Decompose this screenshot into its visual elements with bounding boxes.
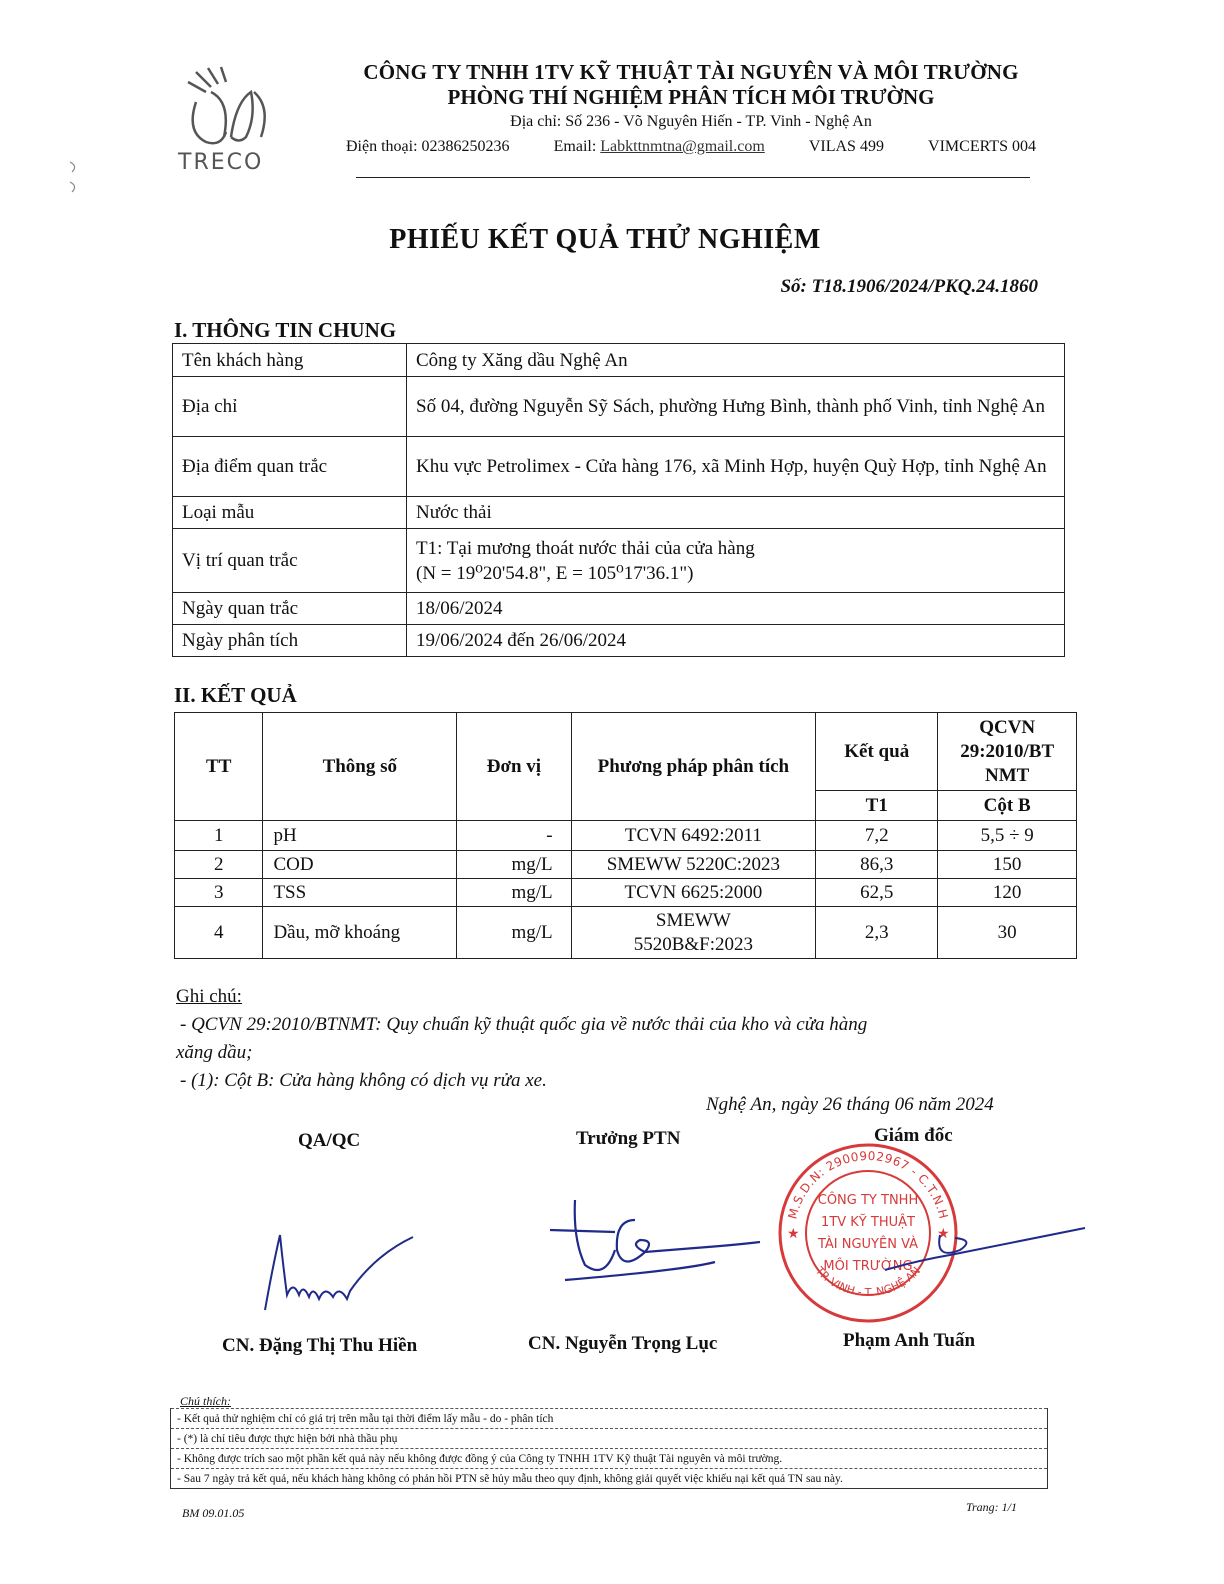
stamp-line-3: TÀI NGUYÊN VÀ (817, 1237, 919, 1252)
vilas-code: VILAS 499 (808, 138, 884, 155)
row-unit: mg/L (457, 907, 571, 959)
row-unit: mg/L (457, 879, 571, 907)
margin-mark (66, 160, 82, 201)
note-qcvn: - QCVN 29:2010/BTNMT: Quy chuẩn kỹ thuật quốc gia về nước thải của kho và cửa hàng (180, 1014, 868, 1035)
info-key: Vị trí quan trắc (173, 529, 407, 593)
info-value: 19/06/2024 đến 26/06/2024 (407, 625, 1065, 657)
header-divider (356, 177, 1030, 178)
row-parameter: pH (263, 821, 457, 851)
table-row (173, 625, 1065, 657)
section-general-info-title: I. THÔNG TIN CHUNG (174, 318, 397, 342)
stamp-line-2: 1TV KỸ THUẬT (821, 1215, 915, 1230)
info-key: Tên khách hàng (173, 344, 407, 377)
stamp-line-1: CÔNG TY TNHH (817, 1193, 919, 1208)
info-key: Ngày quan trắc (173, 593, 407, 625)
row-parameter: COD (263, 851, 457, 879)
header-tt: TT (175, 713, 263, 821)
row-tt: 2 (175, 851, 263, 879)
header-unit: Đơn vị (457, 713, 571, 821)
footer-notes-title: Chú thích: (180, 1394, 231, 1408)
table-row (173, 344, 1065, 377)
document-title: PHIẾU KẾT QUẢ THỬ NGHIỆM (389, 224, 821, 255)
list-item (171, 1429, 1048, 1449)
stamp-line-4: MÔI TRƯỜNG (823, 1259, 913, 1274)
monitoring-coords: (N = 19⁰20'54.8", E = 105⁰17'36.1") (416, 562, 694, 584)
director-signer-name: Phạm Anh Tuấn (843, 1330, 976, 1351)
footer-note: - Kết quả thử nghiệm chỉ có giá trị trên mẫu tại thời điểm lấy mẫu - do - phân tích (171, 1409, 1048, 1429)
row-method: TCVN 6492:2011 (571, 821, 816, 851)
page-number: Trang: 1/1 (966, 1500, 1018, 1514)
table-row (173, 529, 1065, 593)
results-table (174, 712, 1077, 959)
qa-signer-name: CN. Đặng Thị Thu Hiền (222, 1335, 418, 1356)
qa-signature-icon (255, 1225, 425, 1320)
header-standard: QCVN 29:2010/BT NMT (938, 713, 1077, 791)
list-item (171, 1449, 1048, 1469)
info-value: Công ty Xăng dầu Nghệ An (407, 344, 1065, 377)
note-qcvn-cont: xăng dầu; (176, 1042, 253, 1063)
row-unit: mg/L (457, 851, 571, 879)
logo-text: TRECO (178, 150, 264, 175)
row-result: 2,3 (816, 907, 938, 959)
row-method: SMEWW 5520B&F:2023 (571, 907, 816, 959)
lab-head-signer-name: CN. Nguyễn Trọng Lục (528, 1333, 718, 1354)
row-method: SMEWW 5220C:2023 (571, 851, 816, 879)
section-results-title: II. KẾT QUẢ (174, 683, 297, 707)
lab-address: Địa chỉ: Số 236 - Võ Nguyên Hiến - TP. Vinh - Nghệ An (510, 113, 872, 130)
list-item (171, 1469, 1048, 1489)
row-result: 86,3 (816, 851, 938, 879)
email-label: Email: (553, 138, 597, 155)
header-result-sample: T1 (816, 791, 938, 821)
vimcerts-code: VIMCERTS 004 (928, 138, 1036, 155)
stamp-outer-text: M.S.D.N: 2900902967 - C.T.N.H (785, 1148, 951, 1221)
table-row (173, 593, 1065, 625)
table-row (175, 879, 1077, 907)
general-info-table (172, 343, 1065, 657)
row-limit: 120 (938, 879, 1077, 907)
stamp-bottom-text: TP. VINH - T. NGHỆ AN (812, 1264, 924, 1300)
email-link[interactable]: Labkttnmtna@gmail.com (600, 138, 765, 155)
row-limit: 5,5 ÷ 9 (938, 821, 1077, 851)
table-row (175, 851, 1077, 879)
footer-note: - Sau 7 ngày trả kết quả, nếu khách hàng không có phản hồi PTN sẽ hủy mẫu theo quy định, không giải quyết việc khiếu nại kết quả TN sau này. (171, 1469, 1048, 1489)
table-row (173, 497, 1065, 529)
row-limit: 30 (938, 907, 1077, 959)
svg-text:★: ★ (937, 1227, 950, 1242)
row-tt: 1 (175, 821, 263, 851)
header-standard-column: Cột B (938, 791, 1077, 821)
info-value (407, 529, 1065, 593)
info-key: Ngày phân tích (173, 625, 407, 657)
company-name: CÔNG TY TNHH 1TV KỸ THUẬT TÀI NGUYÊN VÀ MÔI TRƯỜNG (363, 60, 1019, 84)
info-value: 18/06/2024 (407, 593, 1065, 625)
form-code: BM 09.01.05 (182, 1506, 245, 1520)
table-header-row (175, 713, 1077, 791)
info-key: Địa điểm quan trắc (173, 437, 407, 497)
lab-name: PHÒNG THÍ NGHIỆM PHÂN TÍCH MÔI TRƯỜNG (447, 85, 935, 109)
notes-label: Ghi chú: (176, 986, 242, 1007)
info-key: Địa chỉ (173, 377, 407, 437)
note-column-b: - (1): Cột B: Cửa hàng không có dịch vụ rửa xe. (180, 1070, 547, 1091)
email-group (554, 138, 765, 156)
table-row (173, 377, 1065, 437)
list-item (171, 1409, 1048, 1429)
table-row (175, 821, 1077, 851)
info-value: Khu vực Petrolimex - Cửa hàng 176, xã Minh Hợp, huyện Quỳ Hợp, tỉnh Nghệ An (407, 437, 1065, 497)
row-result: 7,2 (816, 821, 938, 851)
row-result: 62,5 (816, 879, 938, 907)
row-tt: 4 (175, 907, 263, 959)
contact-line (346, 138, 1036, 156)
row-unit: - (457, 821, 571, 851)
table-row (175, 907, 1077, 959)
phone: Điện thoại: 02386250236 (346, 138, 510, 155)
signing-date: Nghệ An, ngày 26 tháng 06 năm 2024 (706, 1094, 994, 1115)
row-tt: 3 (175, 879, 263, 907)
header-method: Phương pháp phân tích (571, 713, 816, 821)
role-lab-head: Trưởng PTN (576, 1128, 681, 1149)
row-method: TCVN 6625:2000 (571, 879, 816, 907)
row-parameter: Dầu, mỡ khoáng (263, 907, 457, 959)
role-qa-qc: QA/QC (298, 1130, 361, 1151)
monitoring-point: T1: Tại mương thoát nước thải của cửa hàng (416, 537, 755, 559)
header-result: Kết quả (816, 713, 938, 791)
lab-head-signature-icon (545, 1190, 785, 1300)
info-key: Loại mẫu (173, 497, 407, 529)
header-parameter: Thông số (263, 713, 457, 821)
row-parameter: TSS (263, 879, 457, 907)
footer-note: - Không được trích sao một phần kết quả này nếu không được đồng ý của Công ty TNHH 1TV Kỹ thuật Tài nguyên và môi trường. (171, 1449, 1048, 1469)
info-value: Nước thải (407, 497, 1065, 529)
info-value: Số 04, đường Nguyễn Sỹ Sách, phường Hưng Bình, thành phố Vinh, tỉnh Nghệ An (407, 377, 1065, 437)
document-number: Số: T18.1906/2024/PKQ.24.1860 (780, 276, 1038, 297)
footer-notes-table (170, 1408, 1048, 1489)
svg-text:★: ★ (787, 1227, 800, 1242)
footer-note: - (*) là chỉ tiêu được thực hiện bởi nhà thầu phụ (171, 1429, 1048, 1449)
director-signature-icon (880, 1210, 1100, 1280)
table-row (173, 437, 1065, 497)
role-director: Giám đốc (874, 1125, 953, 1146)
company-logo (176, 62, 286, 177)
row-limit: 150 (938, 851, 1077, 879)
